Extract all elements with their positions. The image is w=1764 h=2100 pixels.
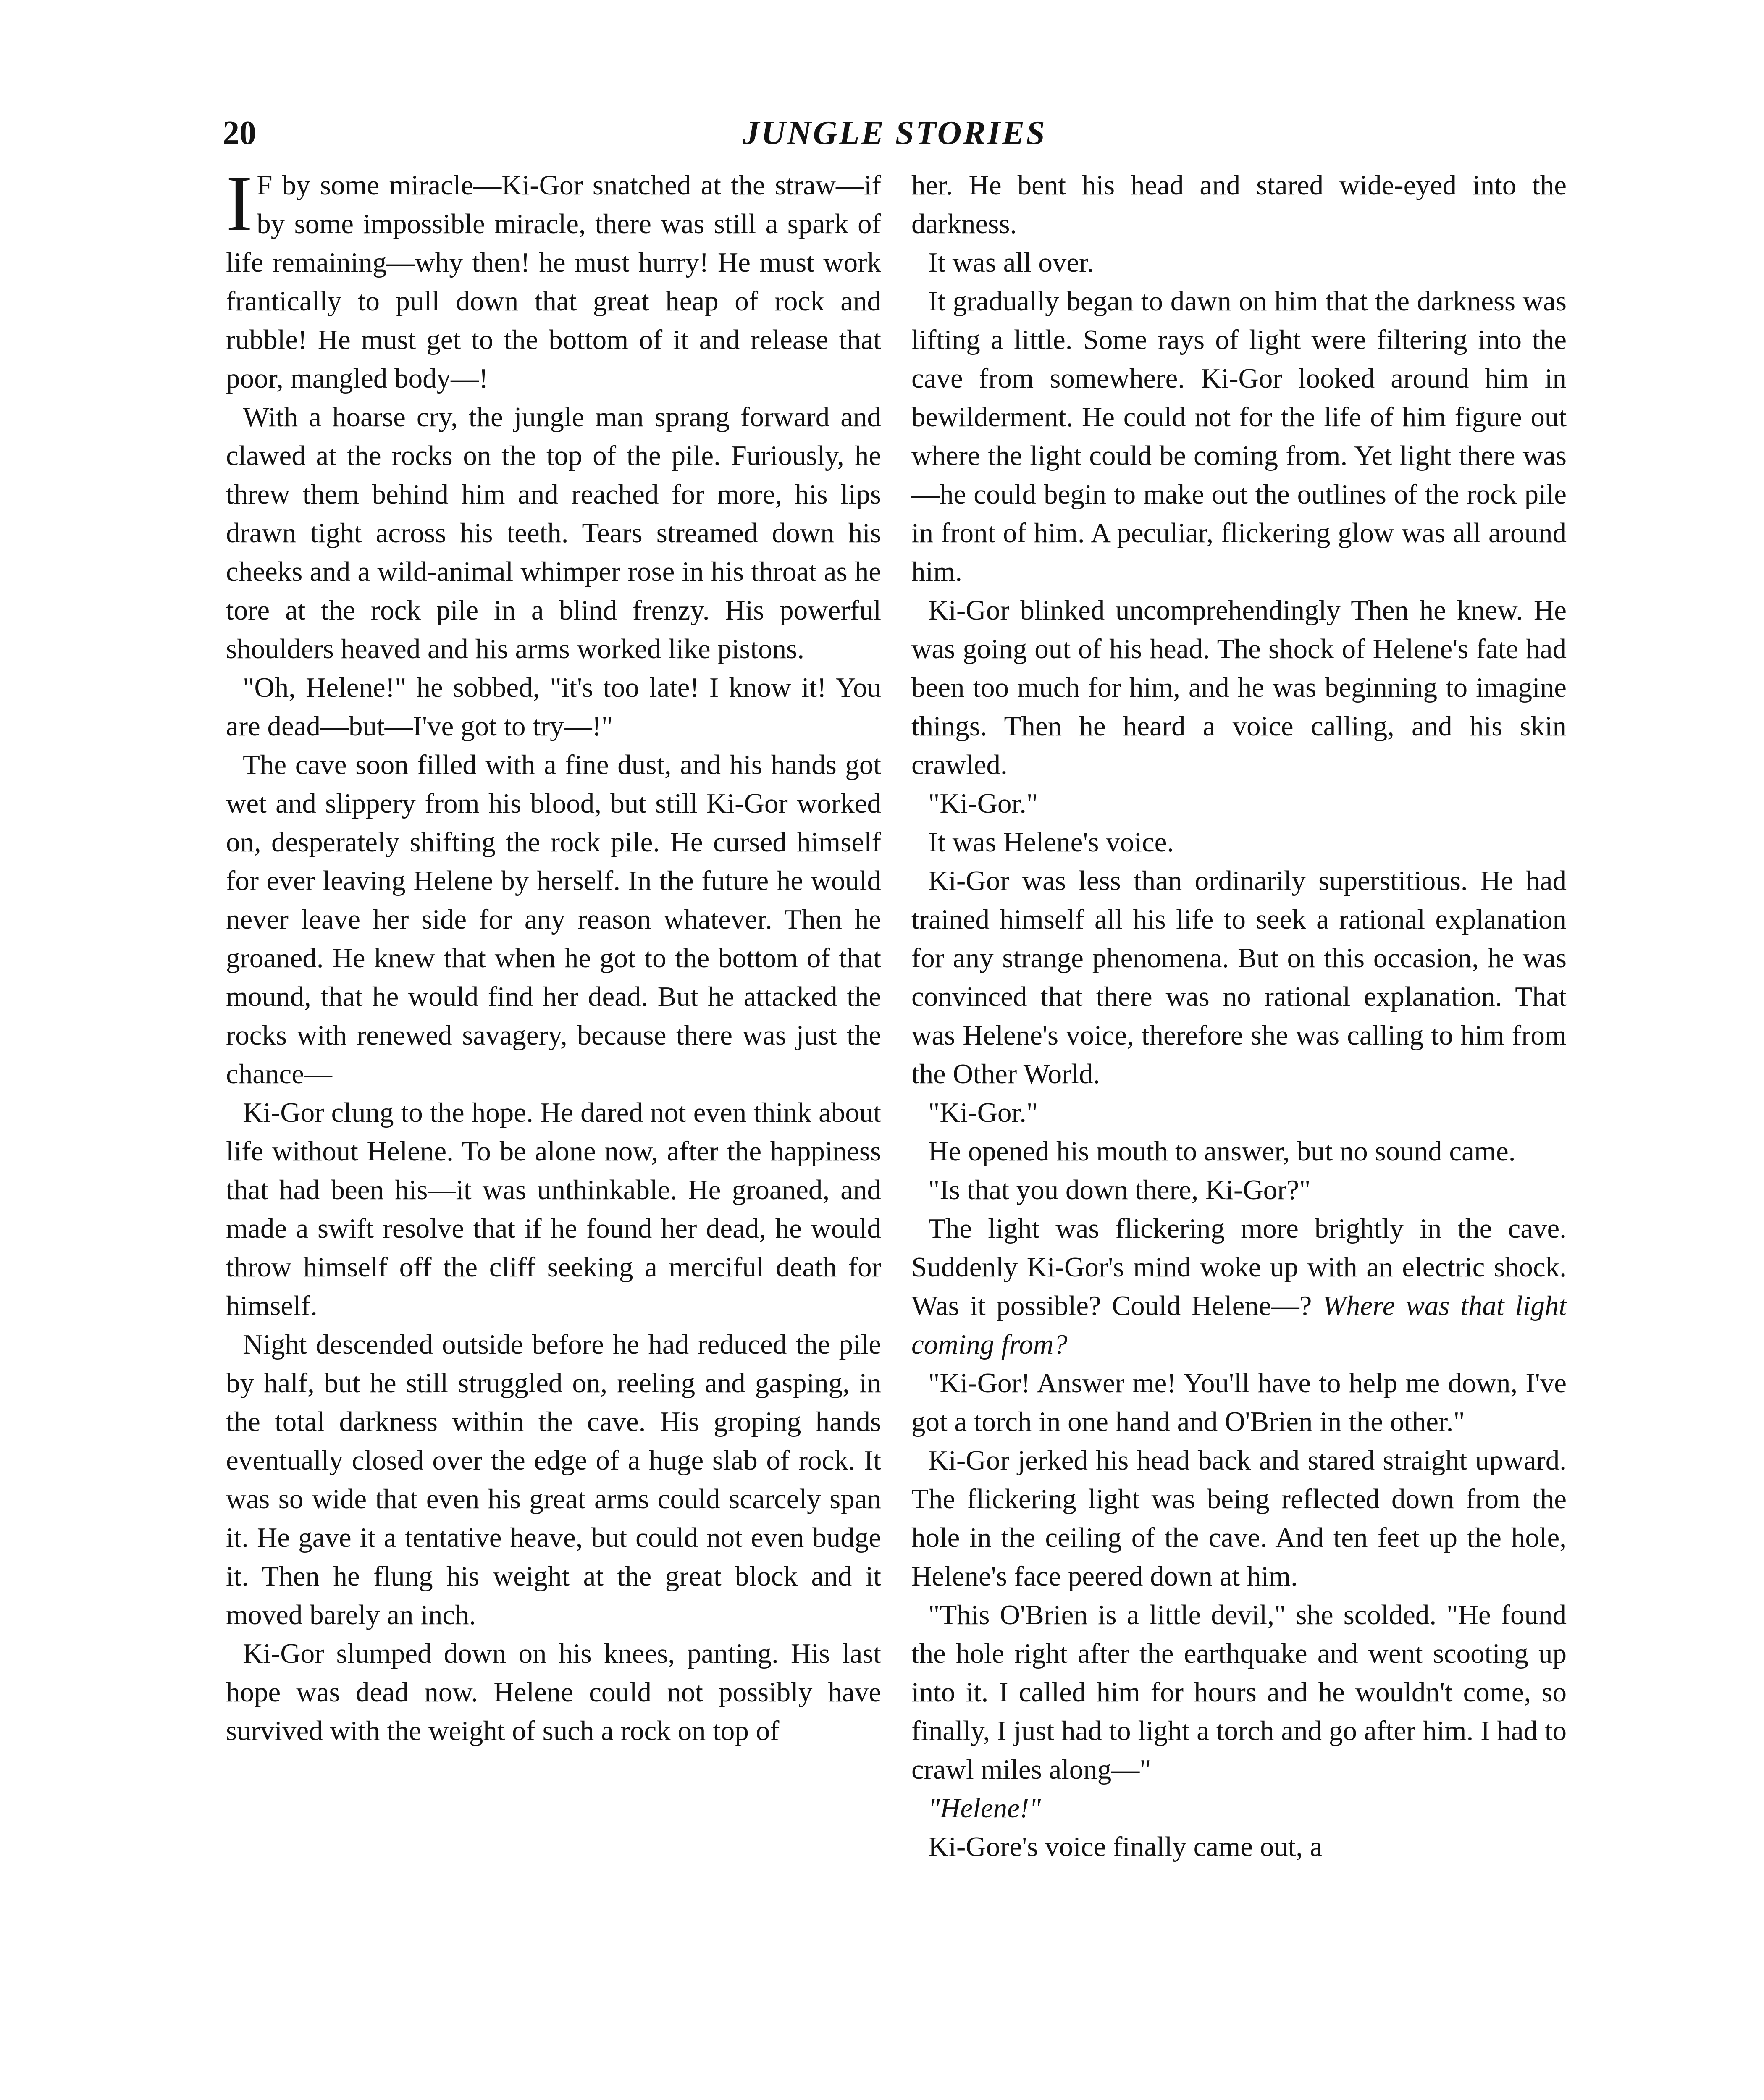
paragraph: It was Helene's voice. [928,827,1174,858]
page-number: 20 [223,115,256,152]
paragraph: The light was flickering more brightly in the cave. Suddenly Ki-Gor's mind woke up with an electric shock. Was it possible? Could Helene—? Where was that light coming from? [911,1213,1567,1360]
paragraph: "Ki-Gor." [928,1097,1038,1128]
drop-cap: I [226,160,253,248]
paragraph: Ki-Gor blinked uncomprehendingly Then he knew. He was going out of his head. The shock of Helene's fate had been too much for him, and he was beginning to imagine things. Then he heard a voice calling, and his skin crawled. [911,595,1567,780]
paragraph: her. He bent his head and stared wide-eyed into the darkness. [911,170,1567,239]
paragraph: "This O'Brien is a little devil," she scolded. "He found the hole right after the earthquake and went scooting up into it. I called him for hours and he wouldn't come, so finally, I just had to light a torch and go after him. I had to crawl miles along—" [911,1599,1567,1785]
paragraph: With a hoarse cry, the jungle man sprang forward and clawed at the rocks on the top of the pile. Furiously, he threw them behind him and reached for more, his lips drawn tight across his teeth. Tears streamed down his cheeks and a wild-animal whimper rose in his throat as he tore at the rock pile in a blind frenzy. His powerful shoulders heaved and his arms worked like pistons. [226,402,881,664]
paragraph: "Is that you down there, Ki-Gor?" [928,1174,1311,1205]
paragraph: "Oh, Helene!" he sobbed, "it's too late! I know it! You are dead—but—I've got to try—!" [226,672,881,742]
page-header [0,110,1764,156]
paragraph: It gradually began to dawn on him that the darkness was lifting a little. Some rays of light were filtering into the cave from somewhere. Ki-Gor looked around him in bewilderment. He could not for the life of him figure out where the light could be coming from. Yet light there was—he could begin to make out the outlines of the rock pile in front of him. A peculiar, flickering glow was all around him. [911,286,1567,587]
paragraph: "Ki-Gor! Answer me! You'll have to help me down, I've got a torch in one hand and O'Brien in the other." [911,1368,1567,1437]
paragraph: Ki-Gor jerked his head back and stared straight upward. The flickering light was being reflected down from the hole in the ceiling of the cave. And ten feet up the hole, Helene's face peered down at him. [911,1445,1567,1592]
paragraph: Night descended outside before he had reduced the pile by half, but he still struggled on, reeling and gasping, in the total darkness within the cave. His groping hands eventually closed over the edge of a huge slab of rock. It was so wide that even his great arms could scarcely span it. He gave it a tentative heave, but could not even budge it. Then he flung his weight at the great block and it moved barely an inch. [226,1329,881,1630]
paragraph: "Ki-Gor." [928,788,1038,819]
left-column [226,160,881,1750]
italic-text: Where was that light coming from? [911,1290,1567,1360]
paragraph: Ki-Gore's voice finally came out, a [928,1831,1323,1862]
paragraph: Ki-Gor clung to the hope. He dared not even think about life without Helene. To be alone now, after the happiness that had been his—it was unthinkable. He groaned, and made a swift resolve that if he found her dead, he would throw himself off the cliff seeking a merciful death for himself. [226,1097,881,1321]
paragraph: It was all over. [928,247,1094,278]
right-column [911,166,1567,1866]
paragraph: "Helene!" [928,1793,1041,1824]
paragraph: He opened his mouth to answer, but no sound came. [928,1136,1516,1167]
paragraph: The cave soon filled with a fine dust, and his hands got wet and slippery from his blood, but still Ki-Gor worked on, desperately shifting the rock pile. He cursed himself for ever leaving Helene by herself. In the future he would never leave her side for any reason whatever. Then he groaned. He knew that when he got to the bottom of that mound, that he would find her dead. But he attacked the rocks with renewed savagery, because there was just the chance— [226,749,881,1089]
paragraph: I F by some miracle—Ki-Gor snatched at the straw—if by some impossible miracle, there was still a spark of life remaining—why then! he must hurry! He must work frantically to pull down that great heap of rock and rubble! He must get to the bottom of it and release that poor, mangled body—! [226,160,881,394]
paragraph: Ki-Gor was less than ordinarily superstitious. He had trained himself all his life to seek a rational explanation for any strange phenomena. But on this occasion, he was convinced that there was no rational explanation. That was Helene's voice, therefore she was calling to him from the Other World. [911,865,1567,1089]
paragraph: Ki-Gor slumped down on his knees, panting. His last hope was dead now. Helene could not possibly have survived with the weight of such a rock on top of [226,1638,881,1746]
running-title: JUNGLE STORIES [743,115,1047,152]
